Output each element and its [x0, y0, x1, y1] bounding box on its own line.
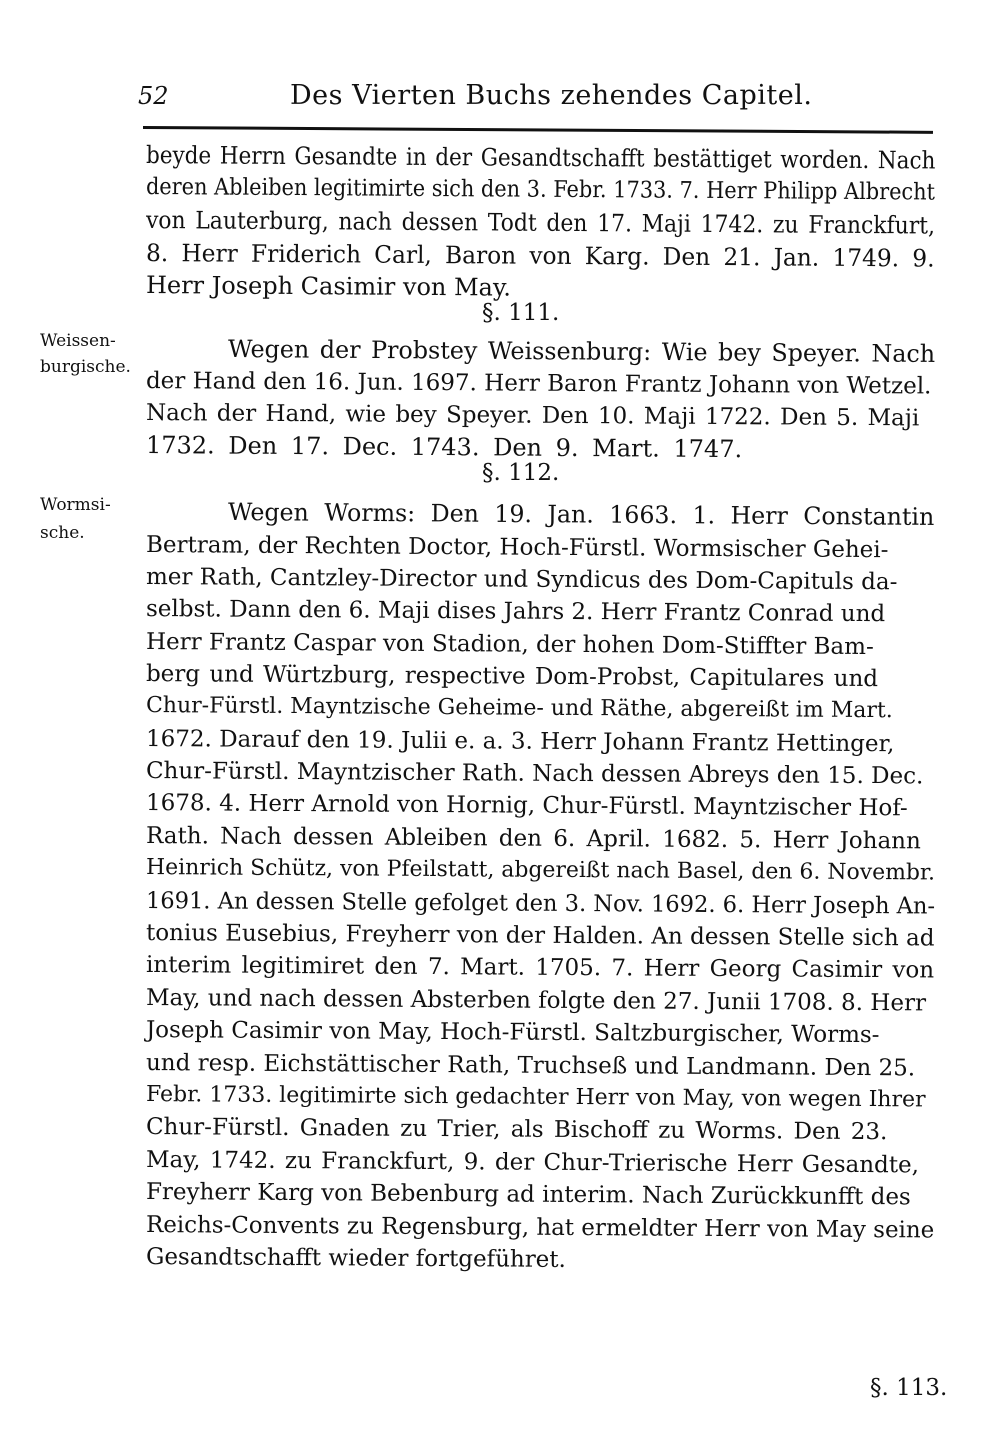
- text-line: Febr. 1733. legitimirte sich gedachter Herr von May, von wegen Ihrer: [145, 1082, 926, 1113]
- text-line: 1678. 4. Herr Arnold von Hornig, Chur-Fürstl. Mayntzischer Hof-: [145, 790, 908, 822]
- text-line: berg und Würtzburg, respective Dom-Probst, Capitulares und: [145, 661, 879, 693]
- catchword: §. 113.: [870, 1375, 948, 1401]
- text-line: deren Ableiben legitimirte sich den 3. Febr. 1733. 7. Herr Philipp Albrecht: [145, 174, 936, 206]
- page-number: 52: [138, 82, 169, 110]
- text-line: Reichs-Convents zu Regensburg, hat ermeldter Herr von May seine: [145, 1212, 935, 1244]
- section-heading: §. 111.: [482, 300, 560, 326]
- text-line: Rath. Nach dessen Ableiben den 6. April. 1682. 5. Herr Johann: [145, 823, 921, 855]
- text-line: Wegen der Probstey Weissenburg: Wie bey Speyer. Nach: [227, 335, 936, 368]
- running-title: Des Vierten Buchs zehendes Capitel.: [290, 80, 813, 111]
- text-line: mer Rath, Cantzley-Director und Syndicus des Dom-Capituls da-: [145, 564, 898, 596]
- text-line: beyde Herrn Gesandte in der Gesandtschafft bestättiget worden. Nach: [145, 141, 936, 175]
- text-line: Herr Frantz Caspar von Stadion, der hohen Dom-Stiffter Bam-: [145, 629, 874, 661]
- text-line: Chur-Fürstl. Mayntzischer Rath. Nach dessen Abreys den 15. Dec.: [145, 758, 924, 790]
- text-line: May, und nach dessen Absterben folgte den 27. Junii 1708. 8. Herr: [145, 985, 927, 1017]
- text-line: 1732. Den 17. Dec. 1743. Den 9. Mart. 1747.: [145, 431, 743, 464]
- text-line: 8. Herr Friderich Carl, Baron von Karg. Den 21. Jan. 1749. 9.: [145, 239, 935, 273]
- text-line: tonius Eusebius, Freyherr von der Halden. An dessen Stelle sich ad: [145, 920, 935, 952]
- text-line: Herr Joseph Casimir von May.: [145, 271, 512, 302]
- section-heading: §. 112.: [482, 460, 560, 486]
- text-line: May, 1742. zu Franckfurt, 9. der Chur-Trierische Herr Gesandte,: [145, 1147, 920, 1179]
- text-line: 1691. An dessen Stelle gefolget den 3. Nov. 1692. 6. Herr Joseph An-: [145, 888, 936, 920]
- margin-note: burgische.: [40, 357, 131, 377]
- header-rule: [143, 126, 933, 134]
- text-line: Nach der Hand, wie bey Speyer. Den 10. Maji 1722. Den 5. Maji: [145, 400, 920, 432]
- text-line: Heinrich Schütz, von Pfeilstatt, abgereißt nach Basel, den 6. Novembr.: [145, 855, 936, 886]
- margin-note: Wormsi-: [40, 495, 111, 515]
- margin-note: Weissen-: [40, 331, 116, 351]
- text-line: Freyherr Karg von Bebenburg ad interim. Nach Zurückkunfft des: [145, 1179, 911, 1211]
- text-line: und resp. Eichstättischer Rath, Truchseß und Landmann. Den 25.: [145, 1050, 916, 1082]
- margin-note: sche.: [40, 523, 85, 543]
- text-line: selbst. Dann den 6. Maji dises Jahrs 2. Herr Frantz Conrad und: [145, 596, 886, 628]
- text-line: Wegen Worms: Den 19. Jan. 1663. 1. Herr Constantin: [227, 498, 935, 531]
- text-line: Joseph Casimir von May, Hoch-Fürstl. Saltzburgischer, Worms-: [145, 1017, 880, 1049]
- text-line: 1672. Darauf den 19. Julii e. a. 3. Herr Johann Frantz Hettinger,: [145, 726, 895, 758]
- text-line: Chur-Fürstl. Gnaden zu Trier, als Bischoff zu Worms. Den 23.: [145, 1114, 888, 1146]
- text-line: der Hand den 16. Jun. 1697. Herr Baron Frantz Johann von Wetzel.: [145, 368, 932, 400]
- text-line: Bertram, der Rechten Doctor, Hoch-Fürstl. Wormsischer Gehei-: [145, 532, 889, 564]
- text-line: Gesandtschafft wieder fortgeführet.: [145, 1244, 567, 1273]
- text-line: interim legitimiret den 7. Mart. 1705. 7. Herr Georg Casimir von: [145, 952, 935, 984]
- text-line: Chur-Fürstl. Mayntzische Geheime- und Räthe, abgereißt im Mart.: [145, 693, 893, 724]
- text-line: von Lauterburg, nach dessen Todt den 17. Maji 1742. zu Franckfurt,: [145, 206, 936, 240]
